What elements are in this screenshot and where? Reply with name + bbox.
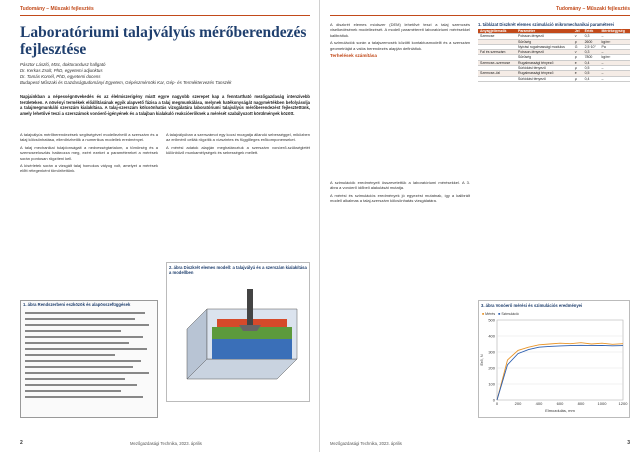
- journal-footer: Mezőgazdasági Technika, 2023. április: [130, 441, 202, 446]
- table-cell: 0,4: [583, 76, 600, 81]
- x-axis-label: Elmozdulás, mm: [545, 408, 575, 413]
- section-header: Tudomány – Műszaki fejlesztés: [556, 6, 630, 12]
- y-tick-label: 400: [488, 333, 495, 339]
- table-header-cell: Érték: [583, 29, 600, 34]
- table-cell: 0,3: [583, 34, 600, 39]
- table-cell: –: [600, 50, 631, 55]
- x-tick-label: 200: [514, 401, 522, 406]
- table-cell: Poisson-tényező: [516, 50, 573, 55]
- journal-footer: Mezőgazdasági Technika, 2023. április: [330, 441, 402, 446]
- table-cell: Fal és szerszám: [478, 50, 516, 55]
- x-tick-label: 0: [495, 401, 499, 406]
- dem-model-graphic: [167, 279, 309, 397]
- figure-force-chart: [478, 300, 630, 418]
- table-cell: Nyírási rugalmassági modulus: [516, 44, 573, 49]
- right-column-1: [330, 22, 470, 60]
- legend-entry: Mérés: [485, 312, 496, 316]
- table-cell: ν: [573, 34, 583, 39]
- table-cell: Sűrűség: [516, 55, 573, 60]
- table-cell: kg/m³: [600, 55, 631, 60]
- left-column-1: [20, 132, 158, 176]
- equation-lines-graphic: [23, 310, 155, 406]
- author-line: Dr. Tamás Kornél, PhD, egyetemi docens: [20, 74, 101, 79]
- chart-legend: ■ Mérés ■ Szimuláció: [482, 312, 519, 316]
- section-header: Tudomány – Műszaki fejlesztés: [20, 6, 94, 12]
- x-tick-label: 1200: [618, 401, 628, 406]
- article-title: Laboratóriumi talajvályús mérőberendezés fejlesztése: [20, 24, 307, 58]
- x-tick-label: 400: [535, 401, 543, 406]
- table-cell: Szemcse–szemcse: [478, 60, 516, 65]
- paragraph: A talaj mechanikai tulajdonságait a nedvességtartalom, a tömörség és a szemcseeloszlás határozza meg, ezért ezeket a paramétereket a mérések során pontosan rögzíteni kell.: [20, 144, 158, 161]
- table-header-cell: Jel: [573, 29, 583, 34]
- author-block: [20, 62, 300, 86]
- paragraph: A mérési és szimulációs eredmények jó egyezést mutatnak, így a kalibrált modell alkalmas a talaj-szerszám kölcsönhatás vizsgálatára.: [330, 192, 470, 204]
- parameter-table: [478, 29, 630, 82]
- table-cell: –: [600, 71, 631, 76]
- table-header-cell: Anyagjellemzők: [478, 29, 516, 34]
- x-tick-label: 600: [556, 401, 564, 406]
- paragraph: A talajvályúban a szerszámot egy kocsi mozgatja állandó sebességgel, miközben az erőmérő cellák rögzítik a vízszintes és függőleges erőkomponenseket.: [166, 132, 310, 143]
- paragraph: A szimulációk eredményeit összevetettük a laboratóriumi mérésekkel. A 3. ábra a vonóerő időbeli alakulását mutatja.: [330, 180, 470, 191]
- section-heading: Terhelések számítása: [330, 53, 377, 59]
- header-rule: [330, 15, 630, 16]
- table-cell: Szemcse: [478, 34, 516, 39]
- page-number: 3: [627, 440, 630, 446]
- author-line: Pásztor László, MSc, doktorandusz hallgató: [20, 62, 106, 67]
- table-cell: G: [573, 44, 583, 49]
- paragraph: A diszkrét elemes módszer (DEM) lehetővé teszi a talaj szemcsés viselkedésének modellezését. A modell paramétereit laboratóriumi mérésekkel kalibráltuk.: [330, 22, 470, 38]
- table-cell: Pa: [600, 44, 631, 49]
- table-caption: 1. táblázat Diszkrét elemes szimuláció mikromechanikai paraméterei: [478, 22, 614, 27]
- table-cell: Szemcse–fal: [478, 71, 516, 76]
- equation-box-label: 1. ábra Rendszerbeni eszközök és alapösszefüggések: [23, 302, 131, 307]
- parameter-table-block: [478, 22, 630, 82]
- left-column-2: [166, 132, 310, 158]
- y-tick-label: 300: [488, 349, 495, 355]
- x-tick-label: 1000: [597, 401, 607, 406]
- y-axis-label: Erő, N: [479, 354, 484, 366]
- y-tick-label: 0: [492, 397, 495, 403]
- table-cell: μ: [573, 76, 583, 81]
- y-tick-label: 200: [488, 365, 495, 371]
- table-cell: e: [573, 71, 583, 76]
- table-cell: Poisson-tényező: [516, 34, 573, 39]
- table-cell: 2,5·10⁷: [583, 44, 600, 49]
- table-cell: Rugalmassági tényező: [516, 71, 573, 76]
- table-cell: [478, 76, 516, 81]
- table-cell: e: [573, 60, 583, 65]
- chart-title: 3. ábra Vonóerő mérési és szimulációs eredményei: [481, 303, 583, 308]
- right-page: [320, 0, 640, 452]
- author-line: Dr. Kerkas Zsolt, PhD, egyetemi adjunktus: [20, 68, 103, 73]
- table-cell: μ: [573, 66, 583, 71]
- table-header-cell: Mértékegység: [600, 29, 631, 34]
- table-cell: Rugalmassági tényező: [516, 60, 573, 65]
- abstract: Napjainkban a népességnövekedés és az élelmiszerigény miatt egyre nagyobb szerepet kap a fenntartható mezőgazdaság intenzívebb területeken. A növényi termékek előállításának egyik alapvető fázisa a talaj megmunkálása, melynek hatékonyságát nagymértékben befolyásolja a talajmegmunkáló szerszám kialakítása. A talaj-szerszám kölcsönhatás vizsgálatára laboratóriumi talajvályús mérőberendezést fejlesztettünk, amely lehetővé teszi a szerszámok vonóerő-igényének és a talajban kialakuló reakcióerőknek a mérését szabályozott körülmények között.: [20, 94, 310, 116]
- table-row: [478, 76, 630, 81]
- figure-caption: 2. ábra Diszkrét elemes modell: a talajvályú és a szerszám kialakítása a modellben: [169, 265, 307, 275]
- y-tick-label: 500: [488, 317, 495, 323]
- table-cell: 2600: [583, 39, 600, 44]
- x-tick-label: 800: [577, 401, 585, 406]
- table-cell: –: [600, 66, 631, 71]
- right-column-2: [330, 180, 470, 206]
- equation-box: [20, 300, 158, 418]
- table-cell: –: [600, 60, 631, 65]
- table-cell: ρ: [573, 39, 583, 44]
- plot-area: [497, 320, 623, 400]
- paragraph: A talajvályús mérőberendezések segítségével modellezhető a szerszám és a talaj kölcsönhatása, ellenőrizhetők a numerikus modellek eredményei.: [20, 132, 158, 143]
- table-header-cell: Paraméter: [516, 29, 573, 34]
- page-number: 2: [20, 440, 23, 446]
- table-cell: 0,5: [583, 66, 600, 71]
- table-cell: –: [600, 76, 631, 81]
- table-cell: ρ: [573, 55, 583, 60]
- table-cell: 7800: [583, 55, 600, 60]
- affiliation-line: Budapesti Műszaki és Gazdaságtudományi Egyetem, Gépészmérnöki Kar, Gép- és Terméktervezés Tanszék: [20, 80, 232, 85]
- table-cell: 0,4: [583, 60, 600, 65]
- figure-dem-model: [166, 262, 310, 402]
- paragraph: A szimulációk során a talajszemcsék közötti kontaktusmodellt és a szerszám geometriáját a valós berendezés alapján definiáltuk.: [330, 40, 470, 51]
- paragraph: A kísérletek során a vizsgált talaj homokos vályog volt, amelyet a mérések előtt rétegenként tömörítettünk.: [20, 163, 158, 174]
- y-tick-label: 100: [488, 381, 495, 387]
- table-cell: 0,3: [583, 50, 600, 55]
- table-cell: kg/m³: [600, 39, 631, 44]
- table-cell: Súrlódási tényező: [516, 76, 573, 81]
- table-cell: Sűrűség: [516, 39, 573, 44]
- paragraph: A mérési adatok alapján meghatároztuk a szerszám vonóerő-szükségletét különböző munkamélységek és sebességek mellett.: [166, 144, 310, 156]
- table-cell: 0,5: [583, 71, 600, 76]
- table-cell: ν: [573, 50, 583, 55]
- header-rule: [20, 15, 310, 16]
- table-cell: –: [600, 34, 631, 39]
- legend-entry: Szimuláció: [501, 312, 519, 316]
- force-chart: [479, 316, 629, 414]
- table-cell: Súrlódási tényező: [516, 66, 573, 71]
